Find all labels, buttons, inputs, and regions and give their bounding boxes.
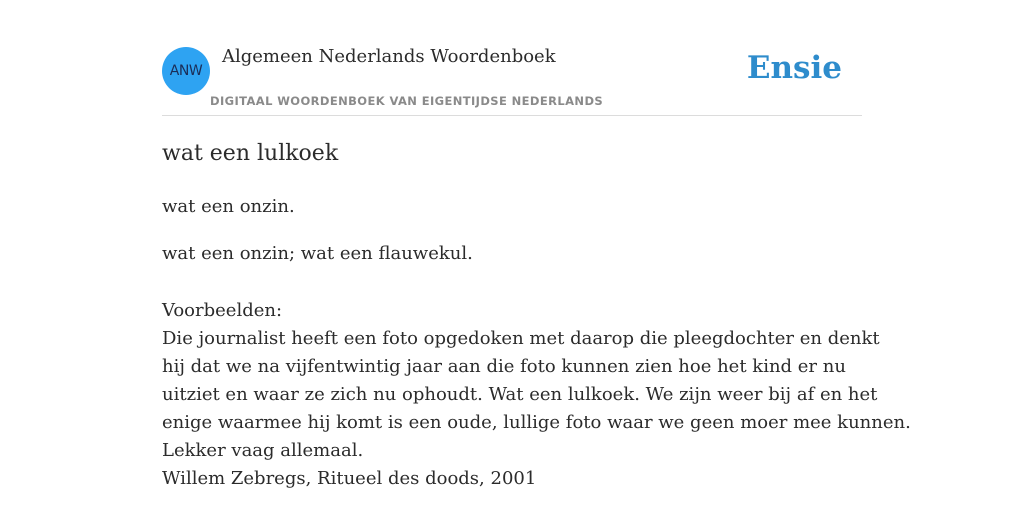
examples-label: Voorbeelden: <box>162 300 283 321</box>
example-line: hij dat we na vijfentwintig jaar aan die foto kunnen zien hoe het kind er nu <box>162 356 846 377</box>
example-line: uitziet en waar ze zich nu ophoudt. Wat een lulkoek. We zijn weer bij af en het <box>162 384 878 405</box>
dictionary-title[interactable]: Algemeen Nederlands Woordenboek <box>222 46 556 67</box>
example-source: Willem Zebregs, Ritueel des doods, 2001 <box>162 468 537 489</box>
logo-text: ANW <box>169 63 203 79</box>
dictionary-subtitle: DIGITAAL WOORDENBOEK VAN EIGENTIJDSE NEDERLANDS <box>210 94 604 108</box>
entry-meaning: wat een onzin; wat een flauwekul. <box>162 243 473 264</box>
example-line: Lekker vaag allemaal. <box>162 440 364 461</box>
example-line: Die journalist heeft een foto opgedoken met daarop die pleegdochter en denkt <box>162 328 880 349</box>
page <box>162 0 911 512</box>
anw-logo[interactable] <box>162 47 210 95</box>
entry-headword: wat een lulkoek <box>162 141 339 166</box>
header <box>162 0 862 116</box>
example-line: enige waarmee hij komt is een oude, lullige foto waar we geen moer mee kunnen. <box>162 412 911 433</box>
entry-definition: wat een onzin. <box>162 196 295 217</box>
ensie-logo-link[interactable]: Ensie <box>746 50 842 86</box>
examples-block <box>162 297 911 493</box>
